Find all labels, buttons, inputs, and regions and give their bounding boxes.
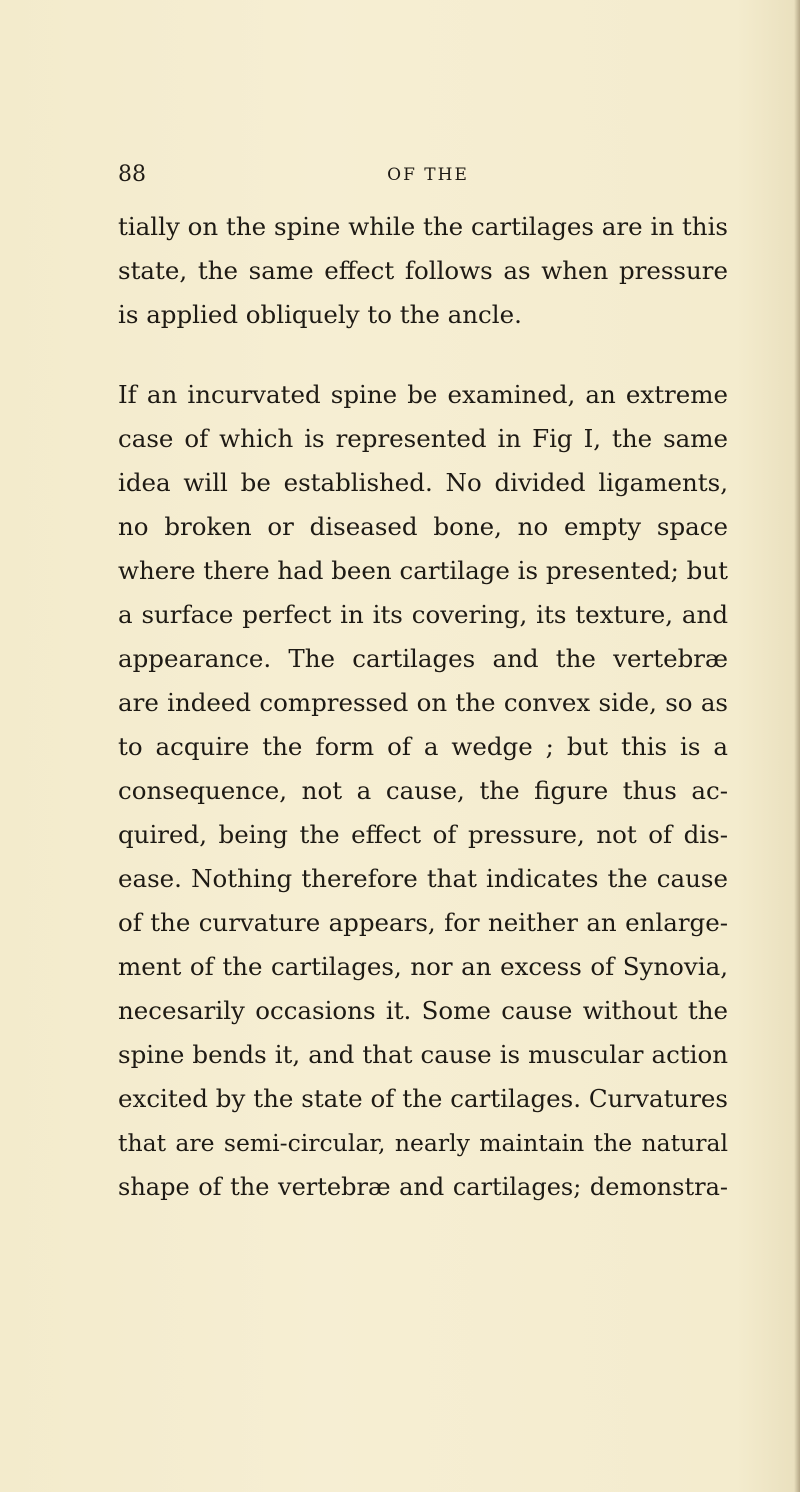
- text-line: quired, being the effect of pressure, not of dis-: [118, 820, 728, 849]
- text-line: to acquire the form of a wedge ; but this is a: [118, 732, 728, 761]
- text-line: are indeed compressed on the convex side, so as: [118, 688, 728, 717]
- text-line: where there had been cartilage is presented; but: [118, 556, 728, 585]
- text-line: ease. Nothing therefore that indicates the cause: [118, 864, 728, 893]
- text-line: a surface perfect in its covering, its texture, and: [118, 600, 728, 629]
- text-line: If an incurvated spine be examined, an extreme: [118, 380, 728, 409]
- text-line: necesarily occasions it. Some cause without the: [118, 996, 728, 1025]
- paragraph-1: [118, 205, 728, 337]
- page-edge-shadow: [794, 0, 800, 1492]
- text-line: spine bends it, and that cause is muscular action: [118, 1040, 728, 1069]
- text-line: ment of the cartilages, nor an excess of Synovia,: [118, 952, 728, 981]
- text-line: shape of the vertebræ and cartilages; demonstra-: [118, 1173, 728, 1201]
- page-number: 88: [118, 162, 146, 187]
- page-header: [118, 160, 678, 190]
- text-line: tially on the spine while the cartilages are in this: [118, 212, 728, 241]
- text-line: idea will be established. No divided ligaments,: [118, 468, 728, 497]
- text-line: state, the same effect follows as when pressure: [118, 256, 728, 285]
- body-text: [118, 205, 728, 1209]
- text-line: no broken or diseased bone, no empty space: [118, 512, 728, 541]
- paragraph-2: [118, 373, 728, 1209]
- paragraph-spacer: [118, 337, 728, 373]
- text-line: is applied obliquely to the ancle.: [118, 300, 522, 329]
- text-line: that are semi-circular, nearly maintain the natural: [118, 1129, 728, 1157]
- running-head: OF THE: [387, 165, 469, 185]
- text-line: case of which is represented in Fig I, the same: [118, 424, 728, 453]
- text-line: appearance. The cartilages and the vertebræ: [118, 644, 728, 673]
- text-line: of the curvature appears, for neither an enlarge-: [118, 908, 728, 937]
- text-line: excited by the state of the cartilages. Curvatures: [118, 1084, 728, 1113]
- text-line: consequence, not a cause, the figure thus ac-: [118, 776, 728, 805]
